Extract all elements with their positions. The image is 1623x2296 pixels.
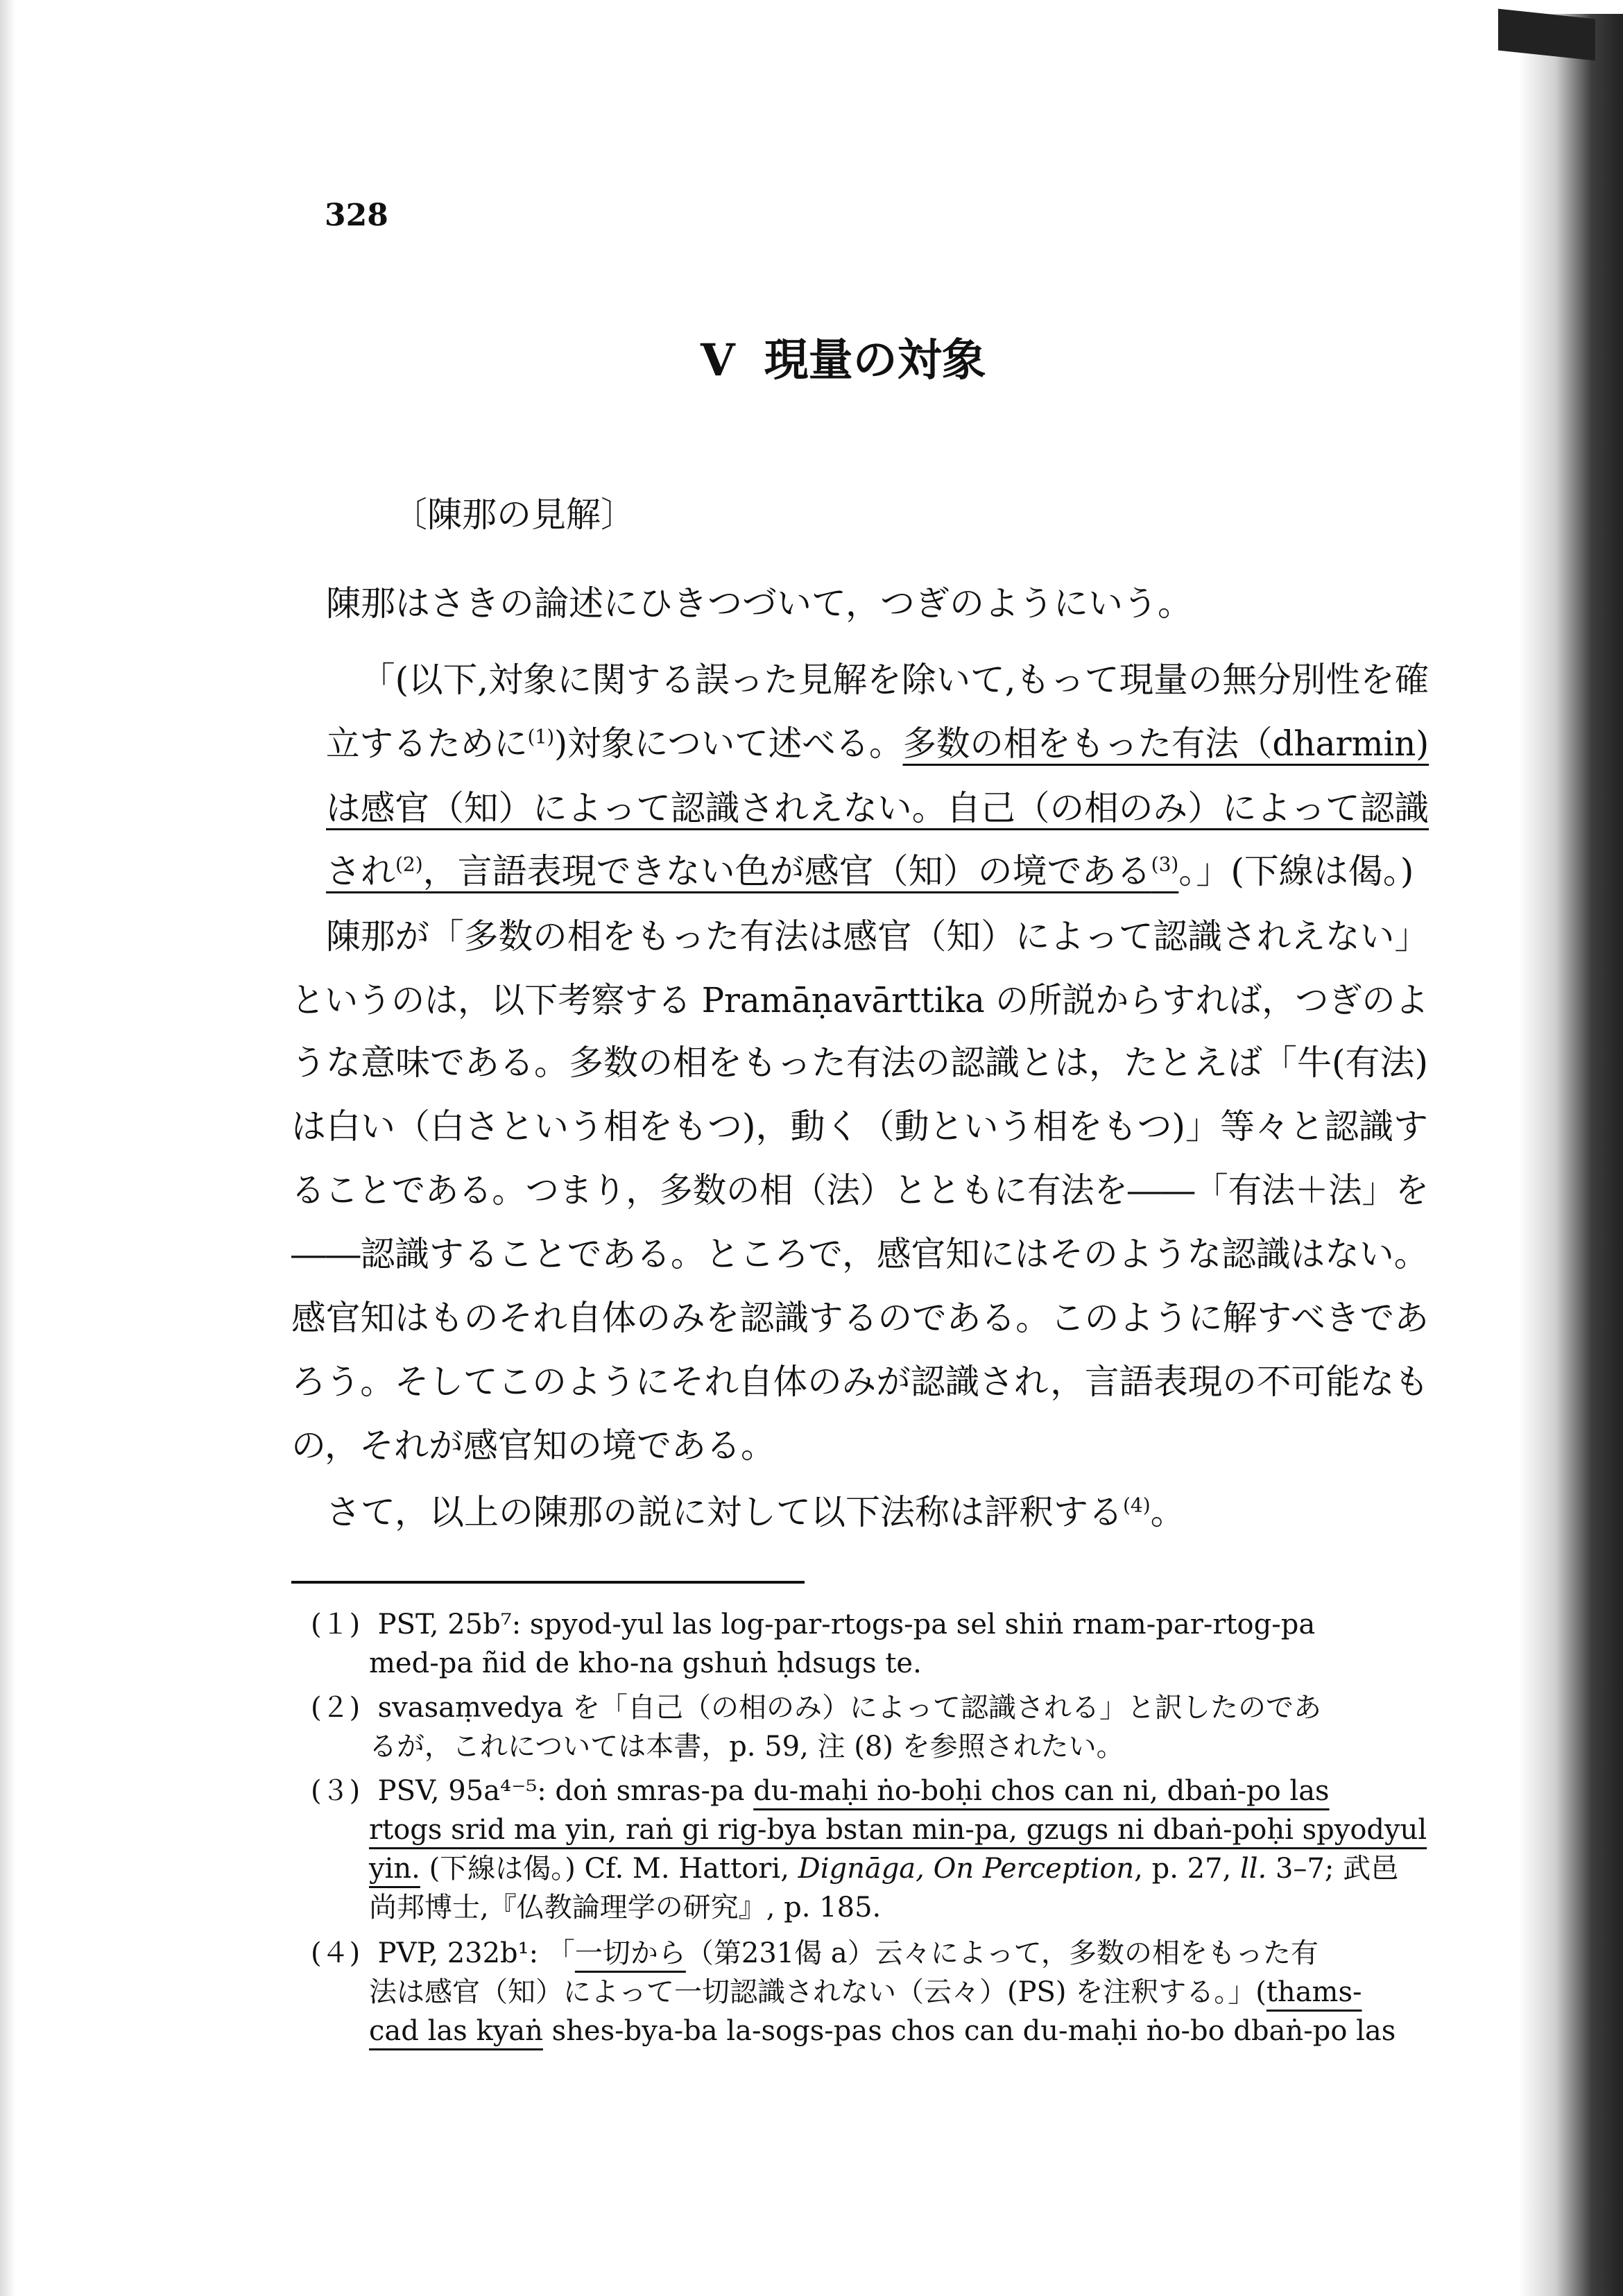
body-line: 「(以下,対象に関する誤った見解を除いて,もって現量の無分別性を確 (361, 660, 1429, 700)
body-line: さて，以上の陳那の説に対して以下法称は評釈する$^{(4)}$。 (326, 1492, 1185, 1532)
footnote-line: るが，これについては本書，p. 59, 注 (8) を参照されたい。 (369, 1731, 1124, 1763)
footnote-1: (１) PST, 25b⁷: spyod-yul las log-par-rtogs-pa sel shiṅ rnam-par-rtog-pa (311, 1609, 1316, 1640)
footnote-line: med-pa ñid de kho-na gshuṅ ḥdsugs te. (369, 1647, 922, 1679)
footnote-line: cad las kyaṅ shes-bya-ba la-sogs-pas chos can du-maḥi ṅo-bo dbaṅ-po las (369, 2015, 1396, 2047)
verse-underline: 一切から (574, 1937, 686, 1969)
verse-underline: yin. (369, 1853, 420, 1885)
section-heading: 〔陳那の見解〕 (393, 495, 635, 535)
body-line: ろう。そしてこのようにそれ自体のみが認識され，言語表現の不可能なも (291, 1362, 1429, 1402)
body-line: ――認識することである。ところで，感官知にはそのような認識はない。 (291, 1234, 1429, 1274)
body-line: は白い（白さという相をもつ)，動く（動という相をもつ)」等々と認識す (291, 1106, 1429, 1147)
body-line: 立するために$^{(1)}$)対象について述べる。多数の相をもった有法（dharmin) (326, 723, 1429, 764)
body-line: 感官知はものそれ自体のみを認識するのである。このように解すべきであ (291, 1298, 1429, 1338)
footnote-line (369, 1812, 1427, 1848)
footnote-rule (291, 1581, 805, 1584)
footnote-line: 尚邦博士,『仏教論理学の研究』, p. 185. (369, 1892, 882, 1924)
body-line: というのは，以下考察する Pramāṇavārttika の所説からすれば，つぎのよ (291, 980, 1429, 1020)
chapter-title-text: 現量の対象 (764, 334, 986, 386)
page-number: 328 (325, 198, 388, 233)
chapter-number: V (701, 334, 735, 386)
body-line: され$^{(2)}$，言語表現できない色が感官（知）の境である$^{(3)}$。」(下線は偈。) (326, 851, 1414, 891)
scan-shadow-right (1519, 14, 1623, 2296)
verse-underline: rtogs srid ma yin, raṅ gi rig-bya bstan min-pa, gzugs ni dbaṅ-poḥi spyodyul (369, 1814, 1427, 1846)
chapter-title (701, 325, 986, 388)
footnote-line: yin. (下線は偈。) Cf. M. Hattori, Dignāga, On Perception, p. 27, ll. 3–7; 武邑 (369, 1853, 1399, 1885)
verse-underline: thams- (1266, 1976, 1362, 2008)
scan-shadow-left (0, 0, 15, 2296)
footnote-3: (３) PSV, 95a⁴⁻⁵: doṅ smras-pa du-maḥi ṅo-boḥi chos can ni, dbaṅ-po las (311, 1775, 1330, 1807)
footnote-line: 法は感官（知）によって一切認識されない（云々）(PS) を注釈する。」(thams- (369, 1976, 1362, 2008)
footnote-4: (４) PVP, 232b¹: 「一切から（第231偈 a）云々によって，多数の相をもった有 (311, 1937, 1319, 1969)
verse-underline: du-maḥi ṅo-boḥi chos can ni, dbaṅ-po las (753, 1775, 1330, 1807)
body-line (326, 786, 1429, 830)
body-line: ることである。つまり，多数の相（法）とともに有法を――「有法＋法」を (291, 1170, 1429, 1210)
verse-underline: cad las kyaṅ (369, 2015, 543, 2047)
body-line: 陳那が「多数の相をもった有法は感官（知）によって認識されえない」 (326, 916, 1429, 957)
body-line: うな意味である。多数の相をもった有法の認識とは，たとえば「牛(有法) (291, 1043, 1429, 1083)
verse-underline: 多数の相をもった有法（dharmin) (902, 723, 1429, 764)
body-line: 陳那はさきの論述にひきつづいて，つぎのようにいう。 (326, 583, 1192, 624)
verse-underline: され$^{(2)}$，言語表現できない色が感官（知）の境である$^{(3)}$ (326, 851, 1179, 891)
body-line: の，それが感官知の境である。 (291, 1425, 775, 1466)
verse-underline: は感官（知）によって認識されえない。自己（の相のみ）によって認識 (326, 788, 1429, 828)
footnote-2: (２) svasaṃvedya を「自己（の相のみ）によって認識される」と訳したのであ (311, 1692, 1321, 1724)
